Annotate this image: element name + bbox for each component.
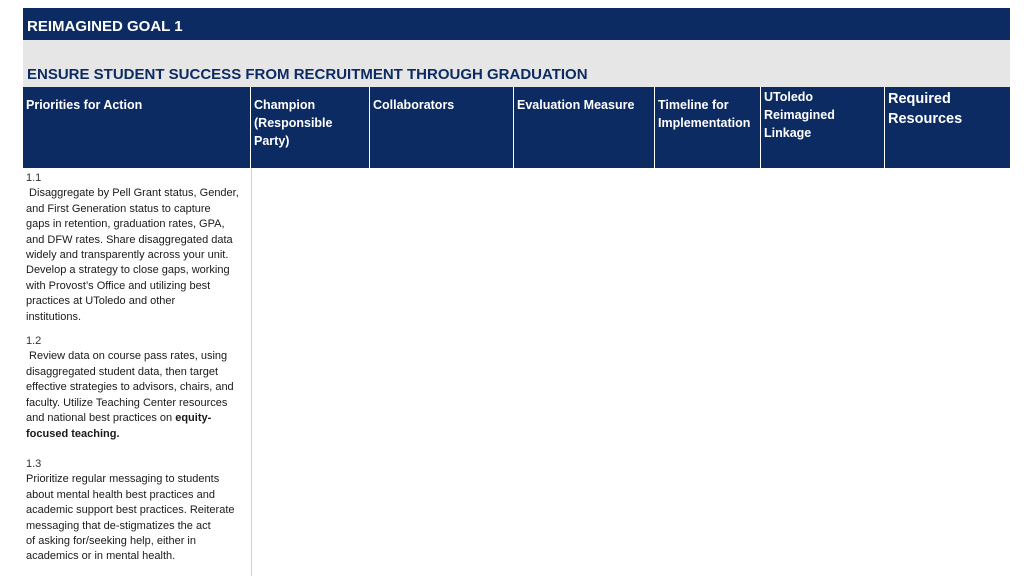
priority-number: 1.3 <box>26 457 42 470</box>
priority-text-line: with Provost’s Office and utilizing best <box>26 279 211 292</box>
header-timeline <box>655 87 761 168</box>
priority-text-line: and First Generation status to capture <box>26 202 211 215</box>
priority-text-line: of asking for/seeking help, either in <box>26 534 196 547</box>
priority-item-1-2 <box>23 334 250 442</box>
goal-title-bar <box>23 8 1010 40</box>
priority-text-line: messaging that de-stigmatizes the act <box>26 519 211 532</box>
goal-title: REIMAGINED GOAL 1 <box>27 18 183 35</box>
priority-bold-text: equity- <box>175 412 212 425</box>
priority-text-line <box>26 411 250 426</box>
header-timeline-line1: Timeline for <box>658 98 729 112</box>
priority-text-line: effective strategies to advisors, chairs, and <box>26 381 234 394</box>
priority-item-1-3 <box>23 457 250 565</box>
priority-text-line: disaggregated student data, then target <box>26 365 219 378</box>
priority-text-line: widely and transparently across your unit. <box>26 249 229 262</box>
header-collaborators-label: Collaborators <box>373 98 455 112</box>
priority-text-line: faculty. Utilize Teaching Center resources <box>26 396 228 409</box>
header-champion-line2: (Responsible <box>254 116 333 130</box>
priority-text-line <box>26 427 250 442</box>
header-resources-line1: Required <box>888 91 951 107</box>
header-evaluation-measure <box>514 87 655 168</box>
header-required-resources <box>885 87 1010 168</box>
priority-item-1-1 <box>23 171 250 325</box>
goal-subtitle-bar <box>23 40 1010 87</box>
priority-text-segment: and national best practices on <box>26 412 176 425</box>
header-timeline-line2: Implementation <box>658 116 751 130</box>
priority-text-line: gaps in retention, graduation rates, GPA, <box>26 218 225 231</box>
priority-text-line: academic support best practices. Reiterate <box>26 504 235 517</box>
header-champion-line1: Champion <box>254 98 316 112</box>
priority-text-line: Develop a strategy to close gaps, working <box>26 264 230 277</box>
priority-text-line: about mental health best practices and <box>26 488 215 501</box>
table-header-row <box>23 87 1010 168</box>
priority-text-line: Prioritize regular messaging to students <box>26 473 220 486</box>
header-utoledo-linkage <box>761 87 885 168</box>
priority-text-line: Review data on course pass rates, using <box>26 350 228 363</box>
header-linkage-line3: Linkage <box>764 126 812 140</box>
header-priorities <box>23 87 251 168</box>
goal-subtitle: ENSURE STUDENT SUCCESS FROM RECRUITMENT THROUGH GRADUATION <box>27 66 588 83</box>
priority-number: 1.1 <box>26 172 42 184</box>
header-champion <box>251 87 370 168</box>
header-collaborators <box>370 87 514 168</box>
priority-number: 1.2 <box>26 335 42 348</box>
priority-text-line: practices at UToledo and other <box>26 295 176 308</box>
header-champion-line3: Party) <box>254 134 290 148</box>
header-priorities-label: Priorities for Action <box>26 98 143 112</box>
priority-text-line: and DFW rates. Share disaggregated data <box>26 233 233 246</box>
header-evaluation-label: Evaluation Measure <box>517 98 635 112</box>
priorities-column <box>23 168 252 576</box>
priority-bold-text: focused teaching. <box>26 427 120 440</box>
priority-text-line: Disaggregate by Pell Grant status, Gender, <box>26 187 239 200</box>
priority-text-line: institutions. <box>26 310 82 323</box>
header-resources-line2: Resources <box>888 111 963 127</box>
header-linkage-line2: Reimagined <box>764 108 835 122</box>
priority-text-line: academics or in mental health. <box>26 550 176 563</box>
header-linkage-line1: UToledo <box>764 90 814 104</box>
